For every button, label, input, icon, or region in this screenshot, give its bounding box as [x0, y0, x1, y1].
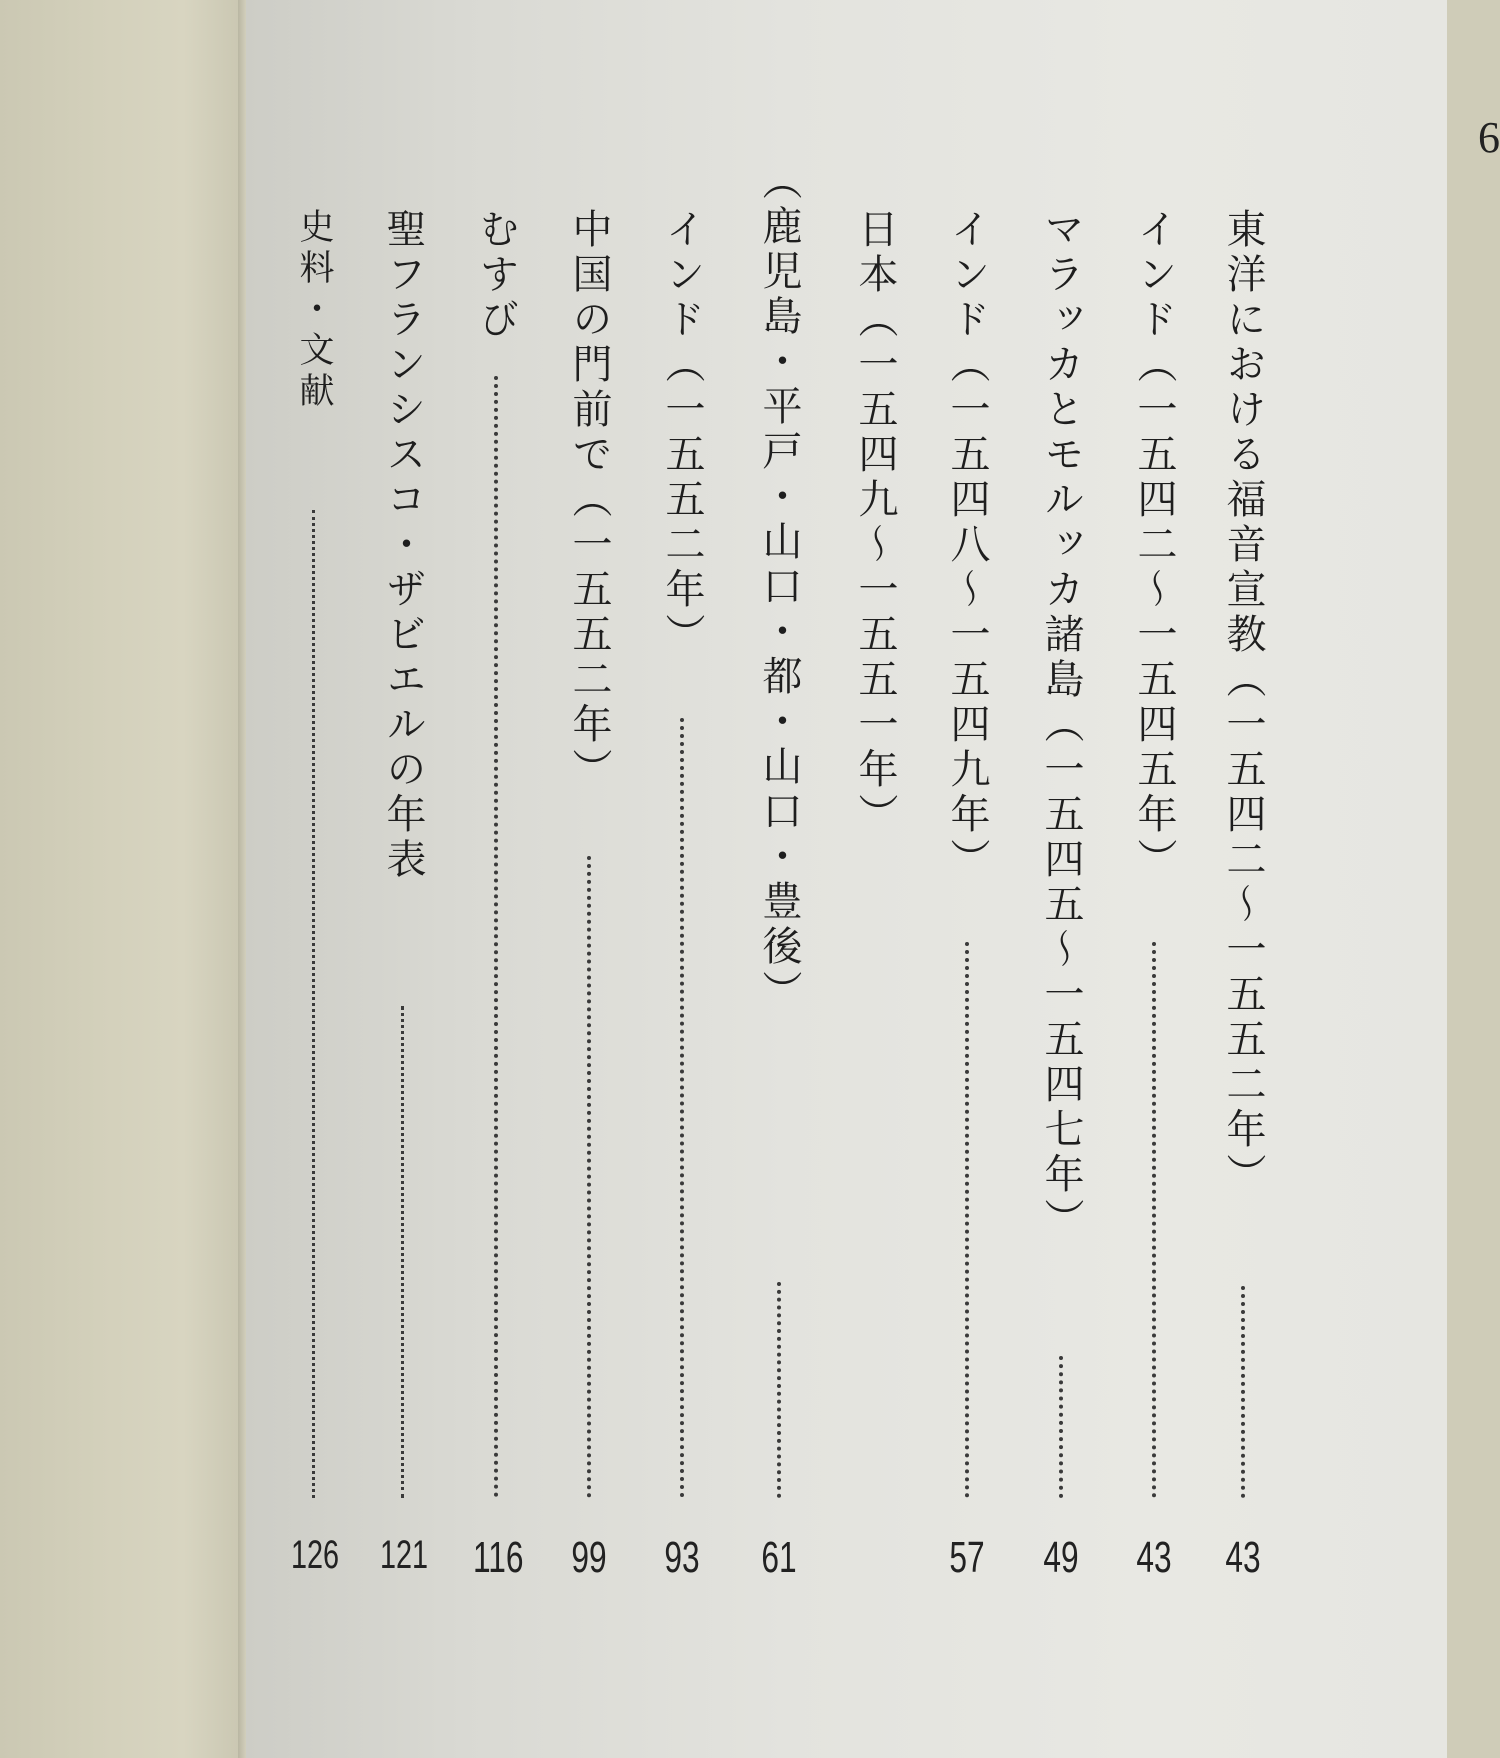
toc-entry	[1215, 208, 1271, 1718]
toc-entry-page: 99	[571, 1533, 607, 1582]
page-gutter	[238, 0, 246, 1758]
toc-entry-page: 116	[472, 1533, 524, 1582]
toc-entry-title: 日本（一五四九〜一五五一年）	[852, 208, 898, 838]
dot-leader	[1241, 1286, 1245, 1498]
dot-leader	[401, 1006, 404, 1498]
toc-entry	[561, 208, 617, 1718]
toc-entry-page: 93	[664, 1533, 700, 1582]
dot-leader	[587, 856, 591, 1498]
dot-leader	[312, 510, 315, 1498]
toc-entry-title: インド（一五五二年）	[659, 208, 705, 658]
toc-entry-page: 57	[949, 1533, 985, 1582]
book-binding-shadow	[0, 0, 245, 1758]
table-of-contents-page	[246, 0, 1500, 1758]
toc-entry-title: 東洋における福音宣教（一五四二〜一五五二年）	[1220, 208, 1266, 1198]
toc-entry	[654, 208, 710, 1718]
toc-entry	[468, 208, 524, 1718]
toc-entry-page: 121	[379, 1533, 429, 1577]
toc-entry-page: 43	[1136, 1533, 1172, 1582]
toc-entry	[375, 208, 431, 1718]
dot-leader	[1152, 942, 1156, 1498]
toc-entry-title: マラッカとモルッカ諸島（一五四五〜一五四七年）	[1038, 208, 1084, 1243]
toc-entry-title: むすび	[473, 208, 519, 343]
toc-entry	[1033, 208, 1089, 1718]
toc-entry-page: 49	[1043, 1533, 1079, 1582]
toc-entry	[939, 208, 995, 1718]
toc-entry-title: インド（一五四八〜一五四九年）	[944, 208, 990, 883]
dot-leader	[680, 718, 684, 1498]
toc-entry	[751, 160, 807, 1670]
dot-leader	[1059, 1356, 1063, 1498]
toc-entry-page: 43	[1225, 1533, 1261, 1582]
toc-entry	[847, 208, 903, 1718]
page-number: 6	[1478, 113, 1500, 162]
toc-entry-title: インド（一五四二〜一五四五年）	[1131, 208, 1177, 883]
dot-leader	[777, 1282, 781, 1498]
toc-entry-page: 126	[290, 1533, 340, 1577]
toc-entry	[1126, 208, 1182, 1718]
dot-leader	[965, 942, 969, 1498]
toc-entry	[286, 208, 342, 1718]
toc-entry-title: 史料・文献	[294, 208, 334, 413]
toc-entry-title: （鹿児島・平戸・山口・都・山口・豊後）	[756, 160, 802, 1015]
toc-entry-title: 中国の門前で（一五五二年）	[566, 208, 612, 793]
dot-leader	[494, 376, 498, 1498]
toc-entry-page: 61	[761, 1533, 797, 1582]
toc-entry-title: 聖フランシスコ・ザビエルの年表	[380, 208, 426, 883]
